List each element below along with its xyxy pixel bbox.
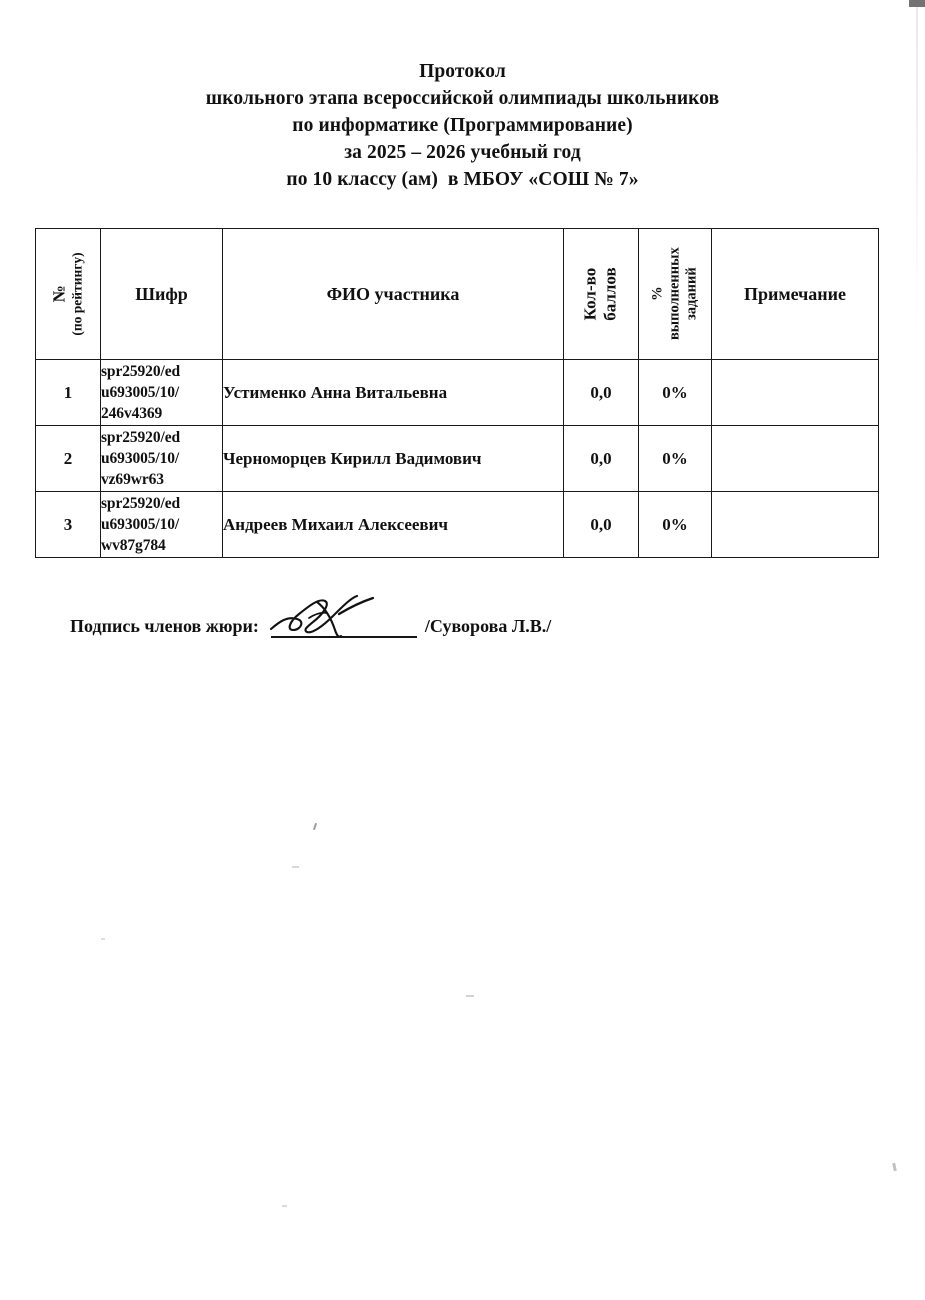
signature-slot xyxy=(271,608,417,638)
row-score: 0,0 xyxy=(564,426,639,492)
row-code xyxy=(101,426,223,492)
row-percent: 0% xyxy=(639,360,712,426)
header-score xyxy=(564,229,639,360)
table-row xyxy=(36,426,879,492)
row-number: 1 xyxy=(36,360,101,426)
handwritten-signature-icon xyxy=(265,592,425,640)
header-number xyxy=(36,229,101,360)
row-note xyxy=(712,360,879,426)
signature-row xyxy=(70,608,551,638)
scan-speck xyxy=(466,995,474,997)
title-line-3: по информатике (Программирование) xyxy=(292,115,633,136)
row-code xyxy=(101,492,223,558)
signature-name: /Суворова Л.В./ xyxy=(424,616,552,636)
row-code-line: u693005/10/ xyxy=(101,450,180,467)
signature-underline xyxy=(271,636,417,638)
scan-speck xyxy=(282,1205,287,1207)
scan-speck xyxy=(292,866,299,868)
document-title xyxy=(0,58,925,193)
scan-speck xyxy=(101,938,105,940)
header-score-line2: баллов xyxy=(600,267,620,321)
row-code-line: spr25920/ed xyxy=(101,495,180,512)
row-note xyxy=(712,426,879,492)
row-code-line: spr25920/ed xyxy=(101,363,180,380)
row-fio: Андреев Михаил Алексеевич xyxy=(223,492,564,558)
row-code xyxy=(101,360,223,426)
row-score: 0,0 xyxy=(564,360,639,426)
row-fio: Черноморцев Кирилл Вадимович xyxy=(223,426,564,492)
row-code-line: vz69wr63 xyxy=(101,471,164,488)
header-fio: ФИО участника xyxy=(223,229,564,360)
scan-corner-artifact xyxy=(909,0,925,7)
row-number: 2 xyxy=(36,426,101,492)
row-percent: 0% xyxy=(639,492,712,558)
header-score-line1: Кол-во xyxy=(580,267,600,321)
row-code-line: spr25920/ed xyxy=(101,429,180,446)
header-note: Примечание xyxy=(712,229,879,360)
table-header-row xyxy=(36,229,879,360)
row-code-line: wv87g784 xyxy=(101,537,166,554)
title-line-4: за 2025 – 2026 учебный год xyxy=(344,142,581,163)
header-code: Шифр xyxy=(101,229,223,360)
row-percent: 0% xyxy=(639,426,712,492)
header-percent-line3: заданий xyxy=(683,267,700,321)
header-percent-line1: % xyxy=(649,286,666,302)
row-code-line: 246v4369 xyxy=(101,405,163,422)
protocol-table xyxy=(35,228,879,558)
title-line-5: по 10 классу (ам) в МБОУ «СОШ № 7» xyxy=(286,169,639,190)
header-number-line2: (по рейтингу) xyxy=(70,252,86,336)
signature-label: Подпись членов жюри: xyxy=(70,616,259,636)
row-fio: Устименко Анна Витальевна xyxy=(223,360,564,426)
scan-speck xyxy=(892,1163,897,1171)
row-code-line: u693005/10/ xyxy=(101,516,180,533)
table-row xyxy=(36,492,879,558)
title-line-1: Протокол xyxy=(419,61,506,82)
row-code-line: u693005/10/ xyxy=(101,384,180,401)
row-number: 3 xyxy=(36,492,101,558)
header-percent xyxy=(639,229,712,360)
header-percent-line2: выполненных xyxy=(666,247,683,341)
row-note xyxy=(712,492,879,558)
row-score: 0,0 xyxy=(564,492,639,558)
table-row xyxy=(36,360,879,426)
scan-speck xyxy=(313,823,317,830)
header-number-line1: № xyxy=(50,285,70,303)
title-line-2: школьного этапа всероссийской олимпиады школьников xyxy=(205,88,720,109)
